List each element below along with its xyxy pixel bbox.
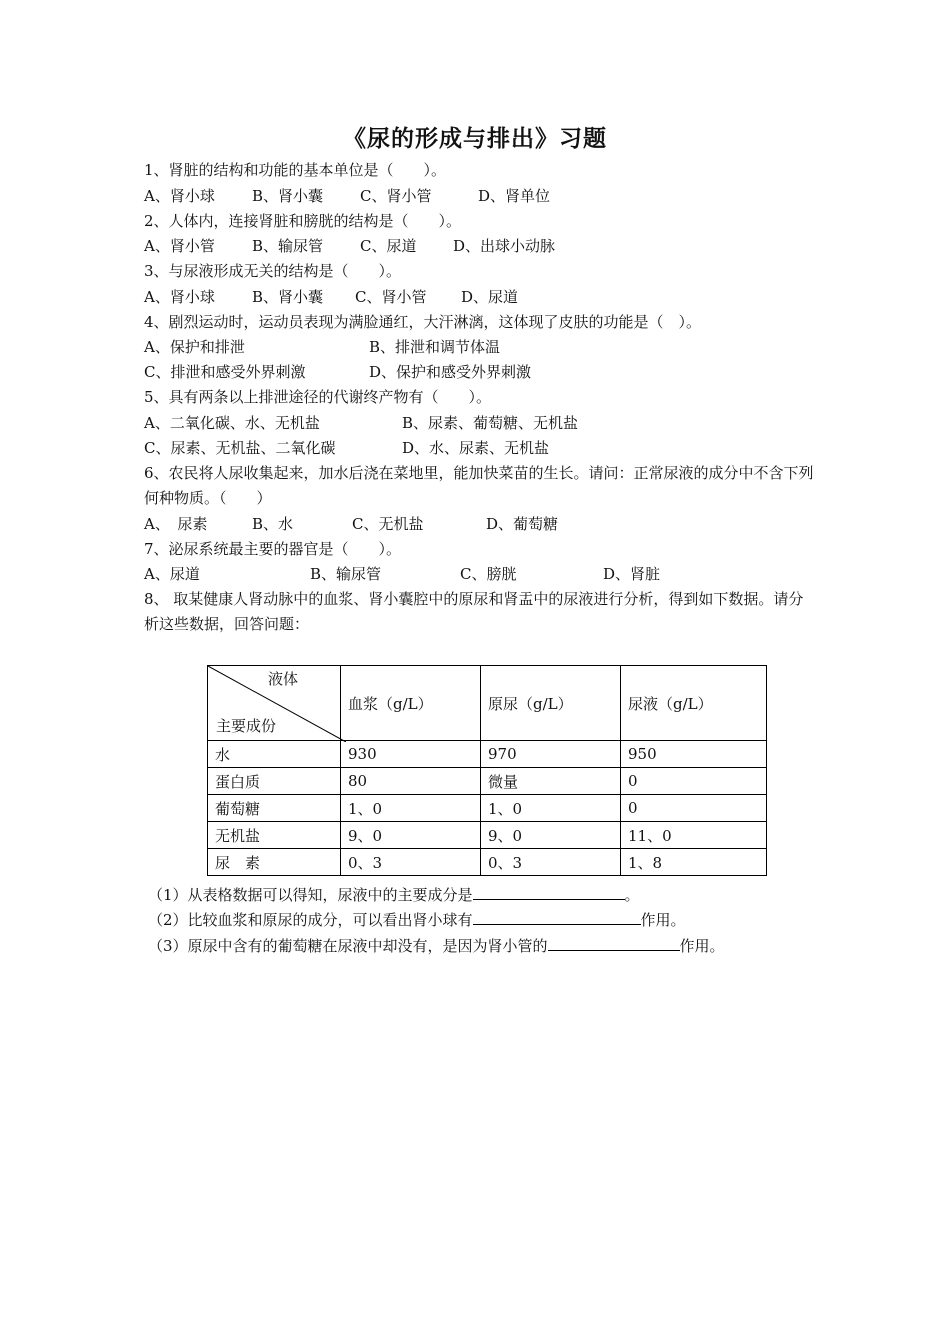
subquestion-text: 。 (624, 886, 640, 904)
subquestion-text: 作用。 (640, 911, 686, 929)
subquestion-3 (148, 934, 725, 956)
option: C、无机盐 (352, 515, 424, 533)
subquestion-1 (148, 883, 640, 905)
option: C、肾小管 (360, 187, 432, 205)
question-4-options-row1 (144, 337, 500, 357)
option: A、肾小管 (144, 237, 215, 255)
table-cell: 0 (621, 795, 767, 822)
option: B、输尿管 (252, 237, 324, 255)
question-6-options (144, 514, 558, 534)
table-row (208, 795, 767, 822)
row-header: 无机盐 (208, 822, 341, 849)
option: D、保护和感受外界刺激 (369, 363, 532, 381)
option: C、尿素、无机盐、二氧化碳 (144, 439, 336, 457)
table-row (208, 741, 767, 768)
row-header: 葡萄糖 (208, 795, 341, 822)
option: D、肾单位 (478, 187, 551, 205)
table-cell: 1、0 (341, 795, 481, 822)
question-1: 1、肾脏的结构和功能的基本单位是（ ）。 (144, 161, 447, 179)
column-header: 血浆（g/L） (341, 666, 481, 741)
table-row (208, 768, 767, 795)
table-cell: 970 (481, 741, 621, 768)
table-cell: 80 (341, 768, 481, 795)
row-header: 蛋白质 (208, 768, 341, 795)
option: B、排泄和调节体温 (369, 338, 501, 356)
question-3: 3、与尿液形成无关的结构是（ ）。 (144, 262, 402, 280)
option: A、保护和排泄 (144, 338, 245, 356)
answer-blank[interactable] (548, 934, 680, 951)
table-cell: 930 (341, 741, 481, 768)
question-5-options-row1 (144, 413, 578, 433)
option: B、尿素、葡萄糖、无机盐 (402, 414, 579, 432)
column-header: 尿液（g/L） (621, 666, 767, 741)
answer-blank[interactable] (473, 883, 625, 900)
option: B、输尿管 (310, 565, 382, 583)
option: A、 尿素 (144, 515, 208, 533)
page-title: 《尿的形成与排出》习题 (343, 126, 607, 152)
table-cell: 0、3 (341, 849, 481, 876)
question-4-options-row2 (144, 362, 531, 382)
question-6: 6、农民将人尿收集起来，加水后浇在菜地里，能加快菜苗的生长。请问：正常尿液的成分中不含下列何种物质。（ ） (144, 464, 814, 507)
option: D、尿道 (461, 288, 519, 306)
subquestion-2 (148, 908, 686, 930)
column-header: 原尿（g/L） (481, 666, 621, 741)
question-2-options (144, 236, 555, 256)
table-cell: 0 (621, 768, 767, 795)
option: C、排泄和感受外界刺激 (144, 363, 306, 381)
question-3-options (144, 287, 518, 307)
option: C、膀胱 (460, 565, 517, 583)
option: C、肾小管 (355, 288, 427, 306)
question-7: 7、泌尿系统最主要的器官是（ ）。 (144, 540, 402, 558)
corner-header-top: 液体 (267, 670, 298, 688)
question-5-options-row2 (144, 438, 549, 458)
option: B、肾小囊 (252, 288, 324, 306)
question-1-options (144, 186, 550, 206)
table-cell: 微量 (481, 768, 621, 795)
table-cell: 950 (621, 741, 767, 768)
answer-blank[interactable] (473, 908, 641, 925)
table-header-row (208, 666, 767, 741)
table-cell: 9、0 (481, 822, 621, 849)
subquestion-text: （2）比较血浆和原尿的成分，可以看出肾小球有 (148, 911, 473, 929)
question-8: 8、 取某健康人肾动脉中的血浆、肾小囊腔中的原尿和肾盂中的尿液进行分析，得到如下数据。请分析这些数据，回答问题： (144, 590, 804, 633)
option: A、尿道 (144, 565, 200, 583)
table-cell: 1、0 (481, 795, 621, 822)
subquestion-text: （1）从表格数据可以得知，尿液中的主要成分是 (148, 886, 473, 904)
question-7-options (144, 564, 660, 584)
option: D、葡萄糖 (486, 515, 559, 533)
subquestion-text: 作用。 (679, 937, 725, 955)
row-header: 水 (208, 741, 341, 768)
option: C、尿道 (360, 237, 417, 255)
table-cell: 1、8 (621, 849, 767, 876)
corner-header-bottom: 主要成份 (216, 717, 277, 735)
option: D、肾脏 (603, 565, 661, 583)
question-5: 5、具有两条以上排泄途径的代谢终产物有（ ）。 (144, 388, 492, 406)
question-4: 4、剧烈运动时，运动员表现为满脸通红，大汗淋漓，这体现了皮肤的功能是（ ）。 (144, 313, 702, 331)
table-cell: 0、3 (481, 849, 621, 876)
corner-header-cell (208, 666, 341, 741)
table-cell: 11、0 (621, 822, 767, 849)
subquestion-text: （3）原尿中含有的葡萄糖在尿液中却没有，是因为肾小管的 (148, 937, 548, 955)
option: B、肾小囊 (252, 187, 324, 205)
option: A、二氧化碳、水、无机盐 (144, 414, 320, 432)
question-2: 2、人体内，连接肾脏和膀胱的结构是（ ）。 (144, 212, 462, 230)
option: D、出球小动脉 (453, 237, 556, 255)
table-cell: 9、0 (341, 822, 481, 849)
data-table (207, 665, 767, 876)
table-row (208, 822, 767, 849)
option: D、水、尿素、无机盐 (402, 439, 550, 457)
option: A、肾小球 (144, 187, 215, 205)
option: B、水 (252, 515, 294, 533)
option: A、肾小球 (144, 288, 215, 306)
table-row (208, 849, 767, 876)
row-header: 尿 素 (208, 849, 341, 876)
